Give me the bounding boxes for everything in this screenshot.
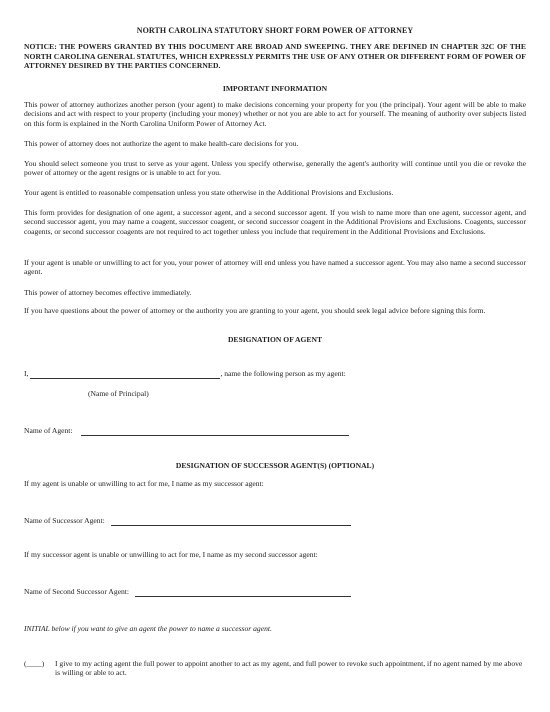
- paragraph-effective: This power of attorney becomes effective immediately.: [24, 288, 192, 297]
- successor-agent-label: Name of Successor Agent:: [24, 516, 105, 525]
- paragraph-authorization: This power of attorney authorizes another person (your agent) to make decisions concerning your property for you (the principal). Your agent will be able to make decisions and act with respect to your property (including your money) whether or not you are able to act for yourself. The meaning of authority over subjects listed on this form is explained in the North Carolina Uniform Power of Attorney Act.: [24, 100, 526, 128]
- initial-blank[interactable]: (____): [24, 659, 45, 668]
- second-successor-agent-field[interactable]: [135, 588, 351, 597]
- principal-caption: (Name of Principal): [88, 389, 149, 398]
- principal-name-field[interactable]: [30, 370, 220, 379]
- successor-agent-heading: DESIGNATION OF SUCCESSOR AGENT(S) (OPTIONAL): [175, 461, 375, 470]
- document-title: NORTH CAROLINA STATUTORY SHORT FORM POWER OF ATTORNEY: [136, 26, 414, 35]
- notice-paragraph: NOTICE: THE POWERS GRANTED BY THIS DOCUMENT ARE BROAD AND SWEEPING. THEY ARE DEFINED IN CHAPTER 32C OF THE NORTH CAROLINA GENERAL STATUTES, WHICH EXPRESSLY PERMITS THE USE OF ANY OTHER OR DIFFERENT FORM OF POWER OF ATTORNEY DESIRED BY THE PARTIES CONCERNED.: [24, 42, 526, 70]
- successor-agent-field[interactable]: [111, 517, 351, 526]
- agent-name-label: Name of Agent:: [24, 426, 73, 435]
- important-information-heading: IMPORTANT INFORMATION: [222, 84, 328, 93]
- successor-power-text: I give to my acting agent the full power to appoint another to act as my agent, and full power to revoke such appointment, if no agent named by me above is willing or able to act.: [55, 659, 523, 678]
- paragraph-coagents: This form provides for designation of one agent, a successor agent, and a second successor agent. If you wish to name more than one agent, successor agent, and second successor agent, you may name a coagent, successor coagent, or second successor coagent in the Additional Provisions and Exclusions. Coagents, successor coagents, or second successor coagents are not required to act together unless you include that requirement in the Additional Provisions and Exclusions.: [24, 208, 526, 236]
- second-successor-agent-row: [24, 587, 351, 597]
- paragraph-health-care: This power of attorney does not authorize the agent to make health-care decisions for you.: [24, 139, 299, 148]
- second-successor-agent-label: Name of Second Successor Agent:: [24, 587, 130, 596]
- principal-suffix: , name the following person as my agent:: [220, 369, 346, 378]
- designation-of-agent-heading: DESIGNATION OF AGENT: [227, 335, 323, 344]
- successor-intro: If my agent is unable or unwilling to act for me, I name as my successor agent:: [24, 479, 264, 488]
- initial-instruction: INITIAL below if you want to give an agent the power to name a successor agent.: [24, 624, 272, 633]
- principal-prefix: I,: [24, 369, 29, 378]
- paragraph-compensation: Your agent is entitled to reasonable compensation unless you state otherwise in the Additional Provisions and Exclusions.: [24, 188, 394, 197]
- agent-name-field[interactable]: [81, 427, 349, 436]
- second-successor-intro: If my successor agent is unable or unwilling to act for me, I name as my second successor agent:: [24, 550, 318, 559]
- paragraph-legal-advice: If you have questions about the power of attorney or the authority you are granting to your agent, you should seek legal advice before signing this form.: [24, 306, 486, 315]
- successor-agent-row: [24, 516, 351, 526]
- paragraph-successor: If your agent is unable or unwilling to act for you, your power of attorney will end unless you have named a successor agent. You may also name a second successor agent.: [24, 258, 526, 277]
- principal-name-row: [24, 369, 346, 379]
- agent-name-row: [24, 426, 349, 436]
- successor-power-clause: [24, 659, 526, 678]
- paragraph-trust: You should select someone you trust to serve as your agent. Unless you specify otherwise, generally the agent's authority will continue until you die or revoke the power of attorney or the agent resigns or is unable to act for you.: [24, 159, 526, 178]
